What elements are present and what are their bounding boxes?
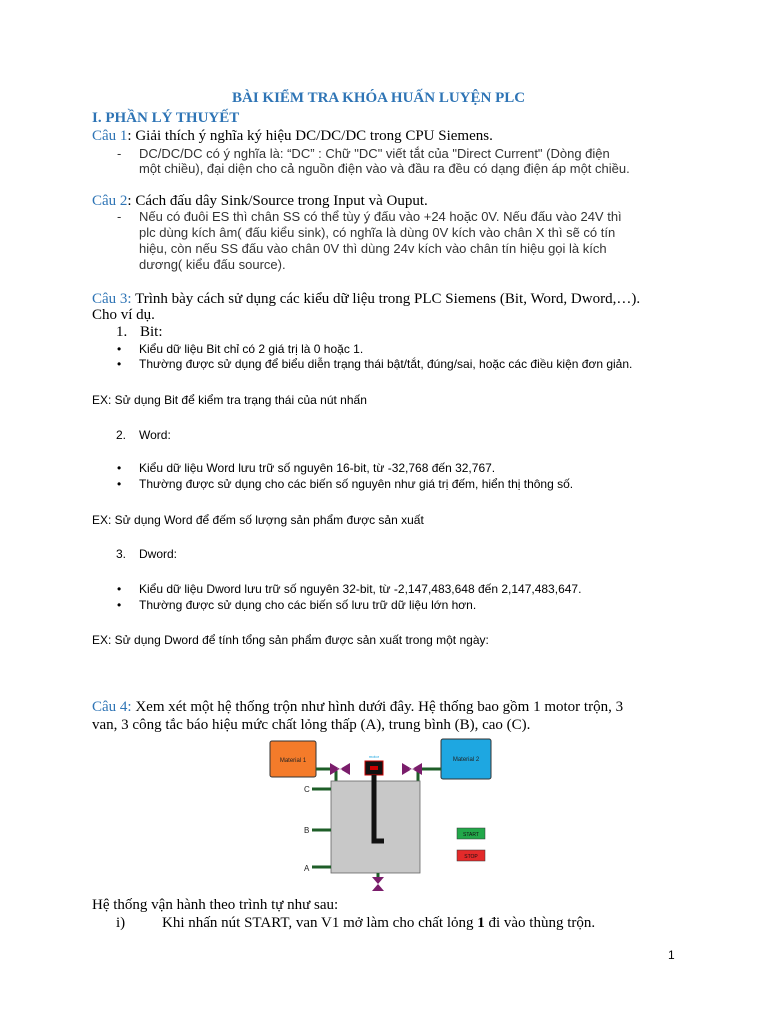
mixing-system-diagram — [268, 737, 508, 897]
question-4-text-2: van, 3 công tắc báo hiệu mức chất lỏng thấp (A), trung bình (B), cao (C). — [92, 717, 531, 733]
bit-bullet-1: • Kiểu dữ liệu Bit chỉ có 2 giá trị là 0 hoặc 1. — [139, 342, 363, 356]
svg-text:V1: V1 — [337, 767, 343, 772]
question-1-text: : Giải thích ý nghĩa ký hiệu DC/DC/DC trong CPU Siemens. — [127, 128, 493, 144]
dword-number: 3. — [116, 547, 127, 561]
dword-example: EX: Sử dụng Dword để tính tổng sản phẩm được sản xuất trong một ngày: — [92, 633, 489, 647]
material-2-label: Material 2 — [452, 757, 480, 763]
stop-button-label: STOP — [464, 854, 478, 860]
valve-v3-icon — [372, 877, 384, 891]
question-4-text: Xem xét một hệ thống trộn như hình dưới đây. Hệ thống bao gồm 1 motor trộn, 3 — [131, 699, 624, 715]
question-1 — [92, 128, 493, 145]
answer-2-line-3: hiệu, còn nếu SS đấu vào chân 0V thì dùng 24v kích vào chân tín hiệu gọi là kích — [139, 241, 607, 256]
answer-2-line-2: plc dùng kích âm( đấu kiểu sink), có nghĩa là dùng 0V kích vào chân X thì sẽ có tín — [139, 225, 616, 240]
valve-v1-icon — [330, 763, 350, 775]
bit-bullet-2: • Thường được sử dụng để biểu diễn trạng thái bật/tắt, đúng/sai, hoặc các điều kiện đơn giản. — [139, 357, 632, 371]
page-number: 1 — [668, 948, 675, 962]
question-3-text-2: Cho ví dụ. — [92, 307, 155, 323]
question-2-text: : Cách đấu dây Sink/Source trong Input và Ouput. — [127, 193, 428, 209]
operation-step-text — [162, 915, 595, 932]
operation-intro: Hệ thống vận hành theo trình tự như sau: — [92, 897, 339, 913]
question-1-label: Câu 1 — [92, 128, 128, 144]
question-4-label: Câu 4: — [92, 699, 132, 715]
word-title: Word: — [139, 428, 171, 442]
operation-step-text-a: Khi nhấn nút START, van V1 mở làm cho chất lỏng — [162, 915, 478, 931]
question-3-label: Câu 3: — [92, 291, 132, 307]
level-b-label: B — [304, 826, 310, 835]
question-2-label: Câu 2 — [92, 193, 128, 209]
operation-step-text-b: đi vào thùng trộn. — [484, 915, 596, 931]
bit-number: 1. — [116, 324, 128, 340]
question-3 — [92, 291, 640, 308]
motor-label: motor — [368, 754, 380, 759]
word-bullet-2: • Thường được sử dụng cho các biến số nguyên như giá trị đếm, hiển thị thông số. — [139, 477, 573, 491]
question-2 — [92, 193, 428, 210]
answer-1-line-2: một chiều), đại diện cho cả nguồn điện vào và đầu ra đều có dạng điện áp một chiều. — [139, 161, 630, 176]
word-number: 2. — [116, 428, 127, 442]
dword-bullet-2: • Thường được sử dụng cho các biến số lưu trữ dữ liệu lớn hơn. — [139, 598, 476, 612]
section-heading: I. PHẦN LÝ THUYẾT — [92, 110, 240, 126]
dword-bullet-1: • Kiểu dữ liệu Dword lưu trữ số nguyên 32-bit, từ -2,147,483,648 đến 2,147,483,647. — [139, 582, 581, 596]
level-a-label: A — [304, 864, 310, 873]
start-button-label: START — [463, 832, 479, 838]
level-c-label: C — [304, 785, 310, 794]
bit-example: EX: Sử dụng Bit để kiểm tra trạng thái của nút nhấn — [92, 393, 367, 407]
question-3-text: Trình bày cách sử dụng các kiểu dữ liệu trong PLC Siemens (Bit, Word, Dword,…). — [131, 291, 641, 307]
material-1-label: Material 1 — [279, 758, 307, 764]
word-bullet-1: • Kiểu dữ liệu Word lưu trữ số nguyên 16-bit, từ -32,768 đến 32,767. — [139, 461, 495, 475]
operation-step-bold: 1 — [477, 915, 485, 931]
dword-title: Dword: — [139, 547, 178, 561]
svg-text:V2: V2 — [409, 767, 415, 772]
answer-2-line-1: - Nếu có đuôi ES thì chân SS có thể tùy ý đấu vào +24 hoặc 0V. Nếu đấu vào 24V thì — [139, 209, 622, 224]
answer-2-line-4: dương( kiểu đấu source). — [139, 257, 286, 272]
operation-step-number: i) — [116, 915, 126, 931]
bit-title: Bit: — [140, 324, 163, 340]
question-4 — [92, 699, 623, 716]
document-title: BÀI KIỂM TRA KHÓA HUẤN LUYỆN PLC — [232, 90, 526, 106]
answer-1-line-1: - DC/DC/DC có ý nghĩa là: “DC” : Chữ "DC" viết tắt của "Direct Current" (Dòng điện — [139, 146, 610, 161]
word-example: EX: Sử dụng Word để đếm số lượng sản phẩm được sản xuất — [92, 513, 424, 527]
